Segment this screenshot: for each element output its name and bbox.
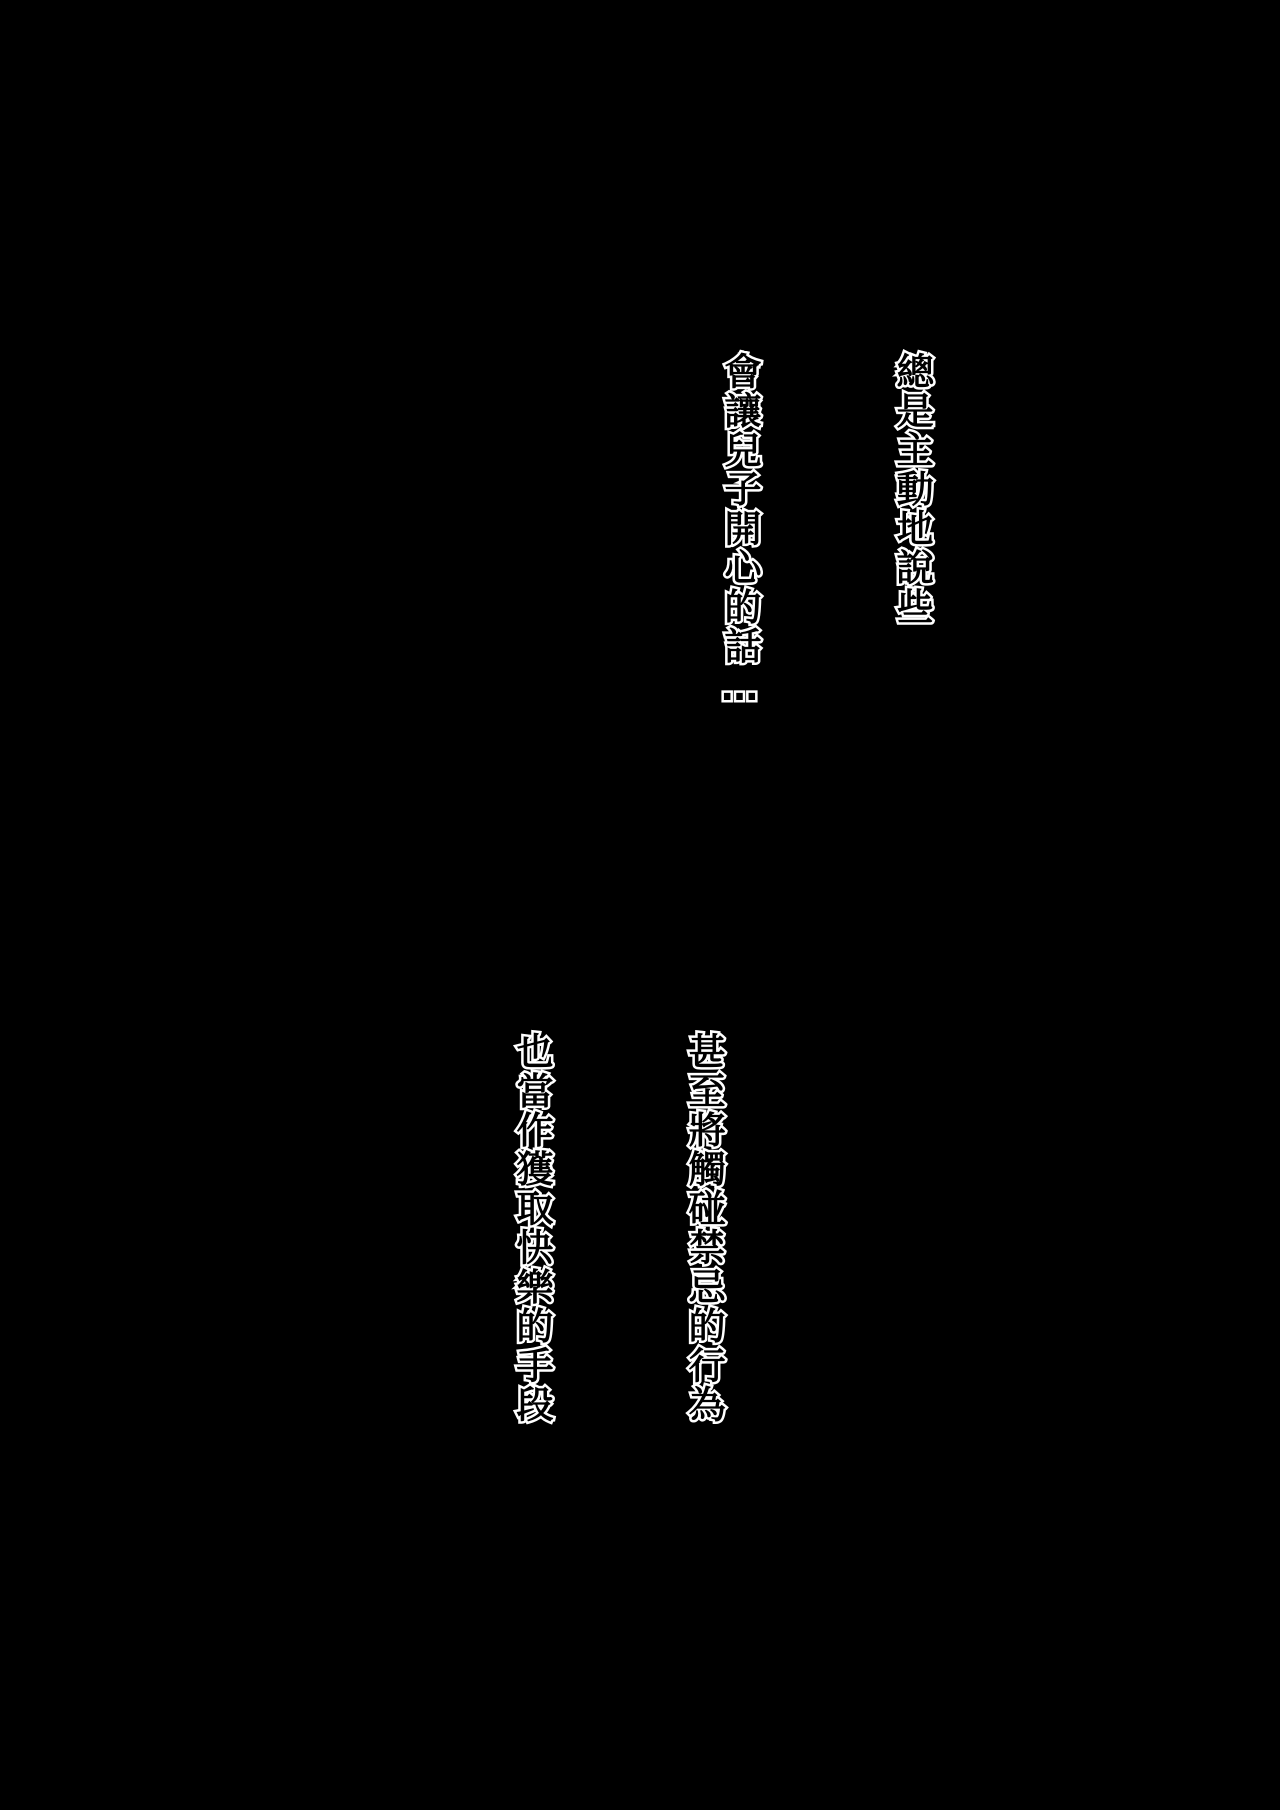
narration-block-1 [596,352,1055,711]
narration-line: 總是主動地說些 [890,352,934,627]
narration-block-2 [388,1032,847,1424]
narration-line: 會讓兒子開心的話… [718,352,762,711]
narration-line: 也當作獲取快樂的手段 [510,1032,554,1425]
narration-line: 甚至將觸碰禁忌的行為 [682,1032,726,1425]
